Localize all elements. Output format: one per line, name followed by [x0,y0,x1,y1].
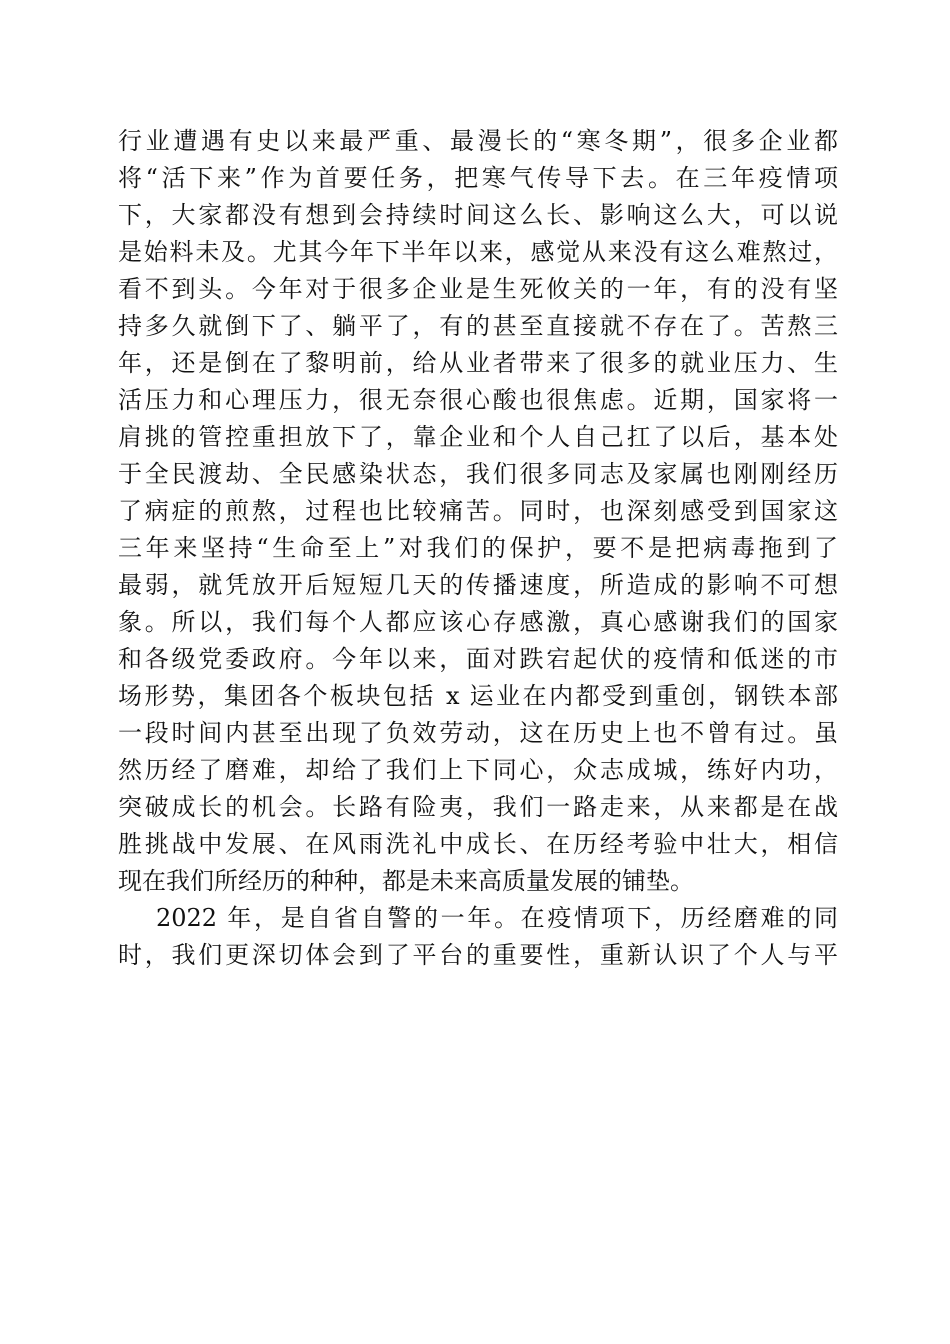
text-line: 一段时间内甚至出现了负效劳动，这在历史上也不曾有过。虽 [118,719,838,747]
text-line: 场形势，集团各个板块包括 x 运业在内都受到重创，钢铁本部 [118,682,838,710]
text-line: 突破成长的机会。长路有险夷，我们一路走来，从来都是在战 [118,793,838,821]
text-line: 时，我们更深切体会到了平台的重要性，重新认识了个人与平 [118,941,838,969]
text-line: 持多久就倒下了、躺平了，有的甚至直接就不存在了。苦熬三 [118,312,838,340]
text-line: 肩挑的管控重担放下了，靠企业和个人自己扛了以后，基本处 [118,423,838,451]
text-line: 然历经了磨难，却给了我们上下同心，众志成城，练好内功， [118,756,838,784]
text-line: 了病症的煎熬，过程也比较痛苦。同时，也深刻感受到国家这 [118,497,838,525]
text-line: 将“活下来”作为首要任务，把寒气传导下去。在三年疫情项 [118,164,838,192]
text-line: 是始料未及。尤其今年下半年以来，感觉从来没有这么难熬过， [118,238,838,266]
body-text [118,123,838,974]
text-line: 胜挑战中发展、在风雨洗礼中成长、在历经考验中壮大，相信 [118,830,838,858]
text-line: 于全民渡劫、全民感染状态，我们很多同志及家属也刚刚经历 [118,460,838,488]
paragraph-start-line: 2022 年，是自省自警的一年。在疫情项下，历经磨难的同 [156,904,838,932]
text-line: 行业遭遇有史以来最严重、最漫长的“寒冬期”，很多企业都 [118,127,838,155]
text-line: 下，大家都没有想到会持续时间这么长、影响这么大，可以说 [118,201,838,229]
text-line: 象。所以，我们每个人都应该心存感激，真心感谢我们的国家 [118,608,838,636]
text-line: 年，还是倒在了黎明前，给从业者带来了很多的就业压力、生 [118,349,838,377]
text-line: 和各级党委政府。今年以来，面对跌宕起伏的疫情和低迷的市 [118,645,838,673]
paragraph-end-line: 现在我们所经历的种种，都是未来高质量发展的铺垫。 [118,867,694,895]
text-line: 三年来坚持“生命至上”对我们的保护，要不是把病毒拖到了 [118,534,838,562]
text-line: 看不到头。今年对于很多企业是生死攸关的一年，有的没有坚 [118,275,838,303]
text-line: 活压力和心理压力，很无奈很心酸也很焦虑。近期，国家将一 [118,386,838,414]
text-line: 最弱，就凭放开后短短几天的传播速度，所造成的影响不可想 [118,571,838,599]
